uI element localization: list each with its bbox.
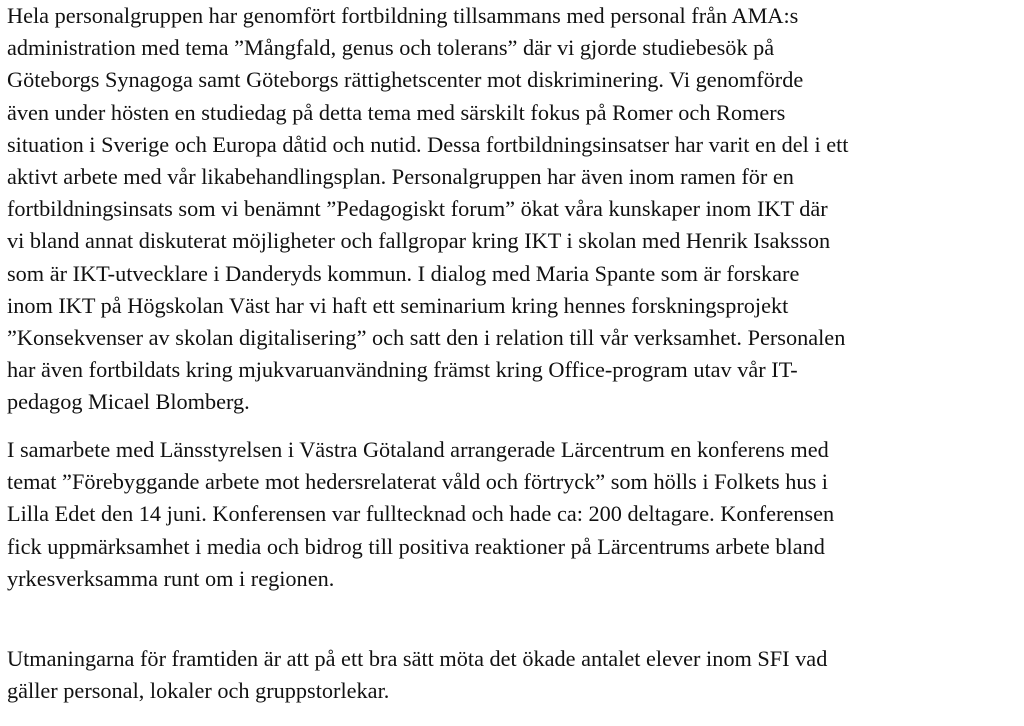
text-line: Utmaningarna för framtiden är att på ett bra sätt möta det ökade antalet elever inom SFI vad [7,646,828,671]
text-line: ”Konsekvenser av skolan digitalisering” och satt den i relation till vår verksamhet. Personalen [7,325,846,351]
paragraph-staff-training [7,0,1024,419]
paragraph-conference [7,434,1024,595]
text-line: aktivt arbete med vår likabehandlingsplan. Personalgruppen har även inom ramen för en [7,164,794,190]
text-line: Göteborgs Synagoga samt Göteborgs rättighetscenter mot diskriminering. Vi genomförde [7,67,804,93]
text-line: Lilla Edet den 14 juni. Konferensen var fulltecknad och hade ca: 200 deltagare. Konferensen [7,501,835,527]
text-line: vi bland annat diskuterat möjligheter och fallgropar kring IKT i skolan med Henrik Isaksson [7,228,831,254]
text-line: yrkesverksamma runt om i regionen. [7,565,335,591]
text-line: fortbildningsinsats som vi benämnt ”Pedagogiskt forum” ökat våra kunskaper inom IKT där [7,196,828,222]
text-line: administration med tema ”Mångfald, genus och tolerans” där vi gjorde studiebesök på [7,35,775,61]
text-line: I samarbete med Länsstyrelsen i Västra Götaland arrangerade Lärcentrum en konferens med [7,437,829,462]
text-line: även under hösten en studiedag på detta tema med särskilt fokus på Romer och Romers [7,99,786,125]
text-line: som är IKT-utvecklare i Danderyds kommun. I dialog med Maria Spante som är forskare [7,260,800,286]
text-line: situation i Sverige och Europa dåtid och nutid. Dessa fortbildningsinsatser har varit en del i ett [7,131,849,157]
text-line: inom IKT på Högskolan Väst har vi haft ett seminarium kring hennes forskningsprojekt [7,292,789,318]
text-line: Hela personalgruppen har genomfört fortbildning tillsammans med personal från AMA:s [7,3,799,28]
text-line: gäller personal, lokaler och gruppstorlekar. [7,678,390,704]
text-line: temat ”Förebyggande arbete mot hedersrelaterat våld och förtryck” som hölls i Folkets hus i [7,469,829,495]
text-line: har även fortbildats kring mjukvaruanvändning främst kring Office-program utav vår IT- [7,357,798,383]
text-line: pedagog Micael Blomberg. [7,389,250,415]
text-line: fick uppmärksamhet i media och bidrog till positiva reaktioner på Lärcentrums arbete bland [7,533,825,559]
paragraph-challenges [7,643,1024,707]
